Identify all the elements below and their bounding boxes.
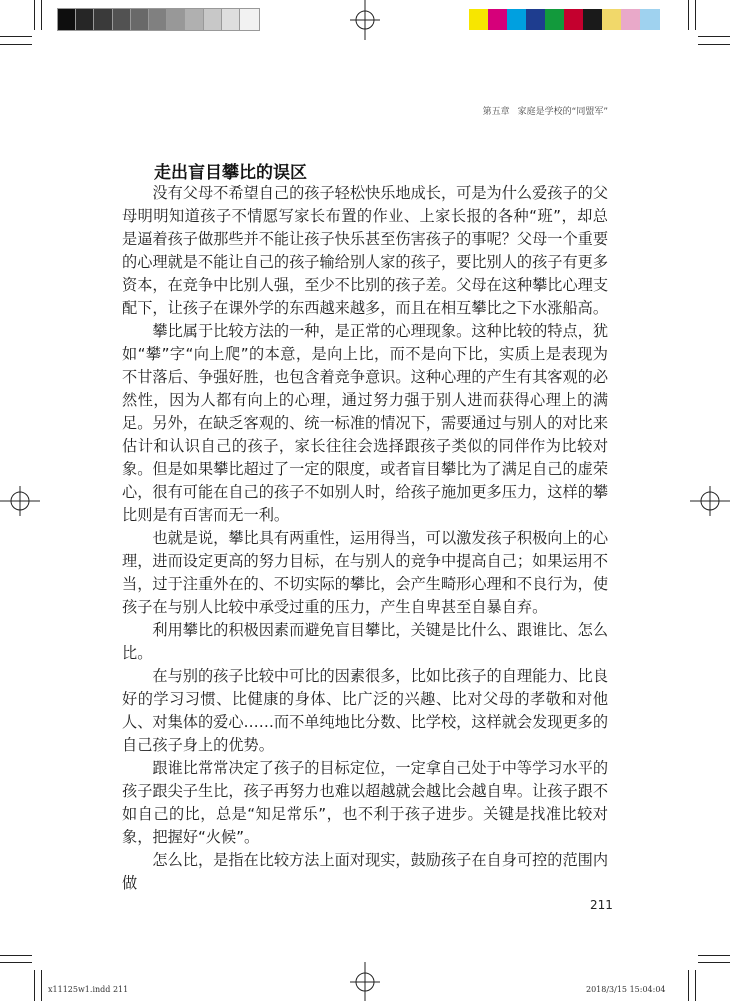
paragraph: 利用攀比的积极因素而避免盲目攀比，关键是比什么、跟谁比、怎么比。 bbox=[122, 621, 609, 662]
color-swatch bbox=[564, 9, 584, 30]
color-swatch bbox=[621, 9, 641, 30]
gray-swatch bbox=[113, 9, 132, 30]
paragraph: 跟谁比常常决定了孩子的目标定位，一定拿自己处于中等学习水平的孩子跟尖子生比，孩子再努力也难以超越就会越比会越自卑。让孩子跟不如自己的比，总是“知足常乐”，也不利于孩子进步。关键是找准比较对象，把握好“火候”。 bbox=[122, 759, 609, 846]
gray-swatch bbox=[204, 9, 223, 30]
page-number: 211 bbox=[590, 898, 613, 912]
paragraph: 没有父母不希望自己的孩子轻松快乐地成长，可是为什么爱孩子的父母明明知道孩子不情愿写家长布置的作业、上家长报的各种“班”，却总是逼着孩子做那些并不能让孩子快乐甚至伤害孩子的事呢？父母一个重要的心理就是不能让自己的孩子输给别人家的孩子，要比别人的孩子有更多资本，在竞争中比别人强，至少不比别的孩子差。父母在这种攀比心理支配下，让孩子在课外学的东西越来越多，而且在相互攀比之下水涨船高。 bbox=[122, 184, 609, 317]
color-swatch bbox=[526, 9, 546, 30]
gray-swatch bbox=[58, 9, 77, 30]
section-title: 走出盲目攀比的误区 bbox=[154, 163, 307, 183]
color-swatch bbox=[583, 9, 603, 30]
registration-mark-left-icon bbox=[0, 486, 40, 516]
color-swatch bbox=[545, 9, 565, 30]
running-head-title: 家庭是学校的“同盟军” bbox=[517, 107, 608, 117]
gray-swatch bbox=[185, 9, 204, 30]
color-swatch bbox=[640, 9, 660, 30]
running-head bbox=[483, 104, 608, 117]
gray-swatch bbox=[222, 9, 241, 30]
gray-swatch bbox=[94, 9, 113, 30]
gray-swatch bbox=[240, 9, 259, 30]
running-head-chapter: 第五章 bbox=[482, 107, 510, 117]
registration-mark-top-icon bbox=[350, 0, 380, 40]
body-text bbox=[122, 182, 608, 895]
slug-file: x11125w1.indd 211 bbox=[48, 985, 129, 994]
color-swatch bbox=[507, 9, 527, 30]
gray-swatch bbox=[131, 9, 150, 30]
paragraph: 也就是说，攀比具有两重性，运用得当，可以激发孩子积极向上的心理，进而设定更高的努力目标，在与别人的竞争中提高自己；如果运用不当，过于注重外在的、不切实际的攀比，会产生畸形心理和不良行为，使孩子在与别人比较中承受过重的压力，产生自卑甚至自暴自弃。 bbox=[122, 529, 609, 616]
gray-swatch bbox=[167, 9, 186, 30]
color-swatch bbox=[602, 9, 622, 30]
paragraph: 攀比属于比较方法的一种，是正常的心理现象。这种比较的特点，犹如“攀”字“向上爬”的本意，是向上比，而不是向下比，实质上是表现为不甘落后、争强好胜，也包含着竞争意识。这种心理的产生有其客观的必然性，因为人都有向上的心理，通过努力强于别人进而获得心理上的满足。另外，在缺乏客观的、统一标准的情况下，需要通过与别人的对比来估计和认识自己的孩子，家长往往会选择跟孩子类似的同伴作为比较对象。但是如果攀比超过了一定的限度，或者盲目攀比为了满足自己的虚荣心，很有可能在自己的孩子不如别人时，给孩子施加更多压力，这样的攀比则是有百害而无一利。 bbox=[122, 322, 609, 524]
gray-swatch bbox=[76, 9, 95, 30]
paragraph: 在与别的孩子比较中可比的因素很多，比如比孩子的自理能力、比良好的学习习惯、比健康的身体、比广泛的兴趣、比对父母的孝敬和对他人、对集体的爱心……而不单纯地比分数、比学校，这样就会发现更多的自己孩子身上的优势。 bbox=[122, 667, 609, 754]
paragraph: 怎么比，是指在比较方法上面对现实，鼓励孩子在自身可控的范围内做 bbox=[122, 851, 609, 892]
registration-mark-bottom-icon bbox=[350, 962, 380, 1001]
slug-timestamp: 2018/3/15 15:04:04 bbox=[586, 985, 666, 994]
color-swatch bbox=[488, 9, 508, 30]
registration-mark-right-icon bbox=[690, 486, 730, 516]
color-swatch bbox=[469, 9, 489, 30]
gray-swatch bbox=[149, 9, 168, 30]
